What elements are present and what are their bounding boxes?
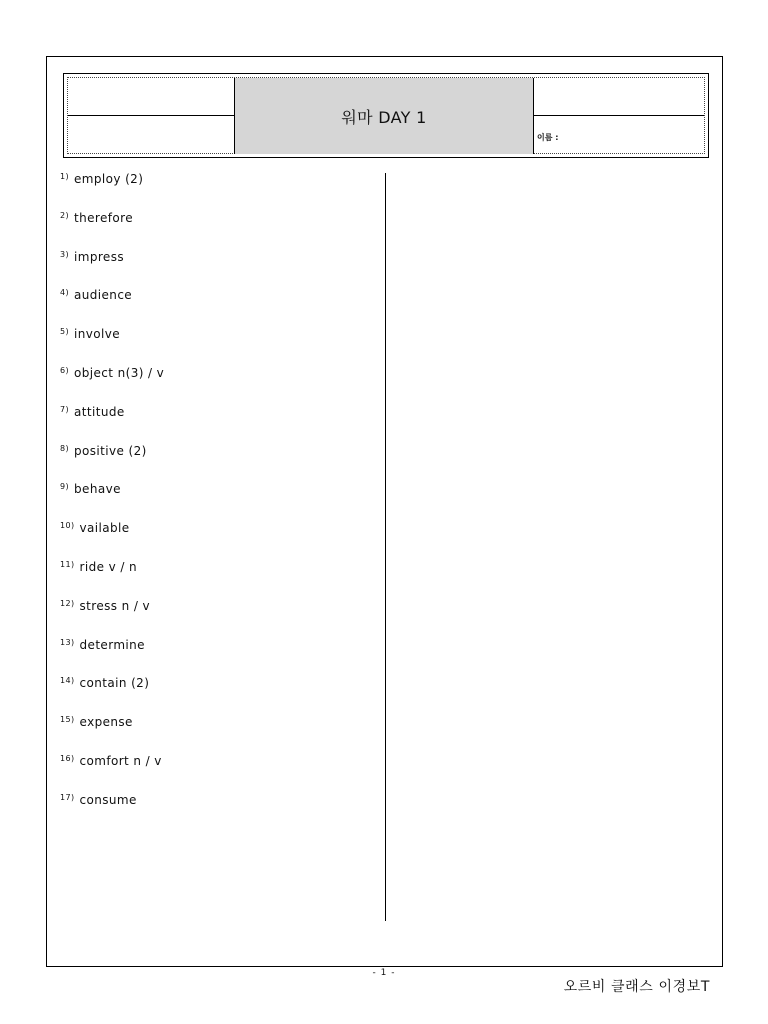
vocab-number: 1) [60,172,70,181]
vocab-item [60,599,164,638]
vocab-item [60,560,164,599]
vocab-number: 9) [60,482,70,492]
worksheet-header [63,73,709,158]
vocab-word: employ (2) [74,172,144,186]
vocab-word: ride v / n [79,559,137,574]
vocab-word: expense [79,715,133,730]
header-blank-cell-bottom-left [68,116,234,154]
vocab-item [60,793,164,832]
vocab-number: 5) [60,327,70,337]
vocab-item [60,250,164,289]
vocab-number: 2) [60,210,70,220]
vocab-number: 12) [60,598,75,608]
vocab-word: vailable [79,521,130,536]
name-field-label: 이름 : [537,133,559,142]
page-number: - 1 - [372,968,396,978]
header-inner-border [67,77,705,154]
vocab-word: positive (2) [74,443,147,458]
vocab-item [60,715,164,754]
vocab-number: 3) [60,249,70,259]
vocab-item [60,676,164,715]
header-blank-cell-top-left [68,78,234,116]
vocab-item [60,521,164,560]
vocab-item [60,482,164,521]
header-blank-cell-top-right [534,78,704,116]
vocab-number: 11) [60,559,75,569]
vocab-word: contain (2) [79,676,150,691]
vocab-word: attitude [74,404,125,419]
vocab-word: determine [79,637,145,652]
vocab-item [60,405,164,444]
vocab-item [60,172,164,211]
vocab-number: 14) [60,676,75,686]
vocab-word: impress [74,249,125,264]
vocab-number: 4) [60,288,70,298]
vocab-word: audience [74,288,133,303]
worksheet-title: 워마 DAY 1 [234,78,534,154]
vocab-word: comfort n / v [79,753,162,768]
vocab-number: 15) [60,715,75,725]
vocab-item [60,638,164,677]
vocab-item [60,211,164,250]
vocab-word: consume [79,792,137,807]
vocab-number: 8) [60,443,70,453]
vocab-number: 13) [60,637,75,647]
vocab-word: therefore [74,210,133,225]
vocab-item [60,288,164,327]
vocab-number: 17) [60,792,75,802]
vocab-number: 16) [60,753,75,763]
vocab-item [60,327,164,366]
vocab-list [60,172,164,832]
vocab-number: 7) [60,404,70,414]
vocab-word: stress n / v [79,598,151,613]
vocab-word: behave [74,482,121,497]
vocab-number: 10) [60,521,75,531]
column-divider [385,173,386,921]
vocab-word: involve [74,327,121,342]
vocab-word: object n(3) / v [74,365,165,380]
vocab-item [60,754,164,793]
vocab-item [60,444,164,483]
footer-credit: 오르비 클래스 이경보T [563,979,710,995]
vocab-item [60,366,164,405]
vocab-number: 6) [60,365,70,375]
